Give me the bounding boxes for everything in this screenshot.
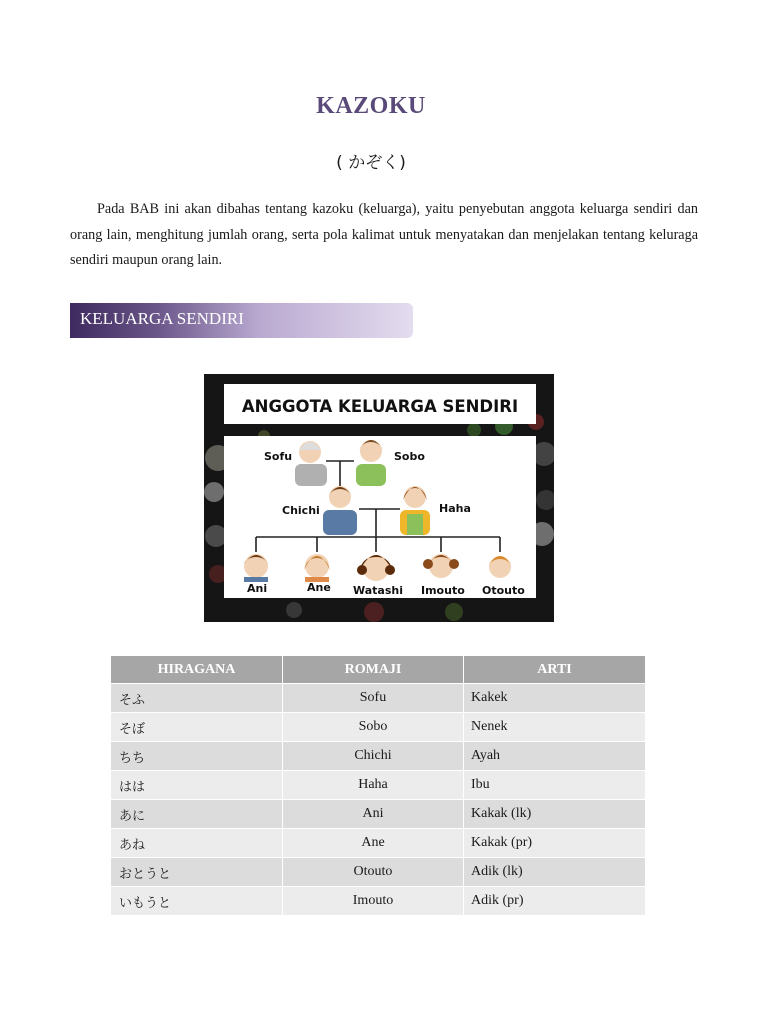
table-row (111, 684, 645, 713)
label-otouto: Otouto (482, 584, 525, 597)
figure-title: ANGGOTA KELUARGA SENDIRI (241, 397, 519, 416)
cell-hiragana: いもうと (111, 887, 283, 916)
table-row (111, 858, 645, 887)
vocabulary-table (111, 656, 645, 916)
cell-arti: Kakak (pr) (464, 829, 645, 858)
cell-romaji: Chichi (283, 742, 464, 771)
cell-romaji: Ani (283, 800, 464, 829)
section-heading: KELUARGA SENDIRI (80, 309, 244, 328)
cell-hiragana: そぼ (111, 713, 283, 742)
label-imouto: Imouto (421, 584, 465, 597)
table-row (111, 887, 645, 916)
label-ani: Ani (247, 582, 268, 595)
cell-romaji: Haha (283, 771, 464, 800)
cell-arti: Ayah (464, 742, 645, 771)
cell-romaji: Sofu (283, 684, 464, 713)
cell-romaji: Sobo (283, 713, 464, 742)
page-title: KAZOKU (316, 93, 426, 119)
cell-arti: Ibu (464, 771, 645, 800)
cell-hiragana: あに (111, 800, 283, 829)
table-header-row (111, 656, 645, 684)
header-hiragana: HIRAGANA (111, 656, 283, 684)
cell-hiragana: そふ (111, 684, 283, 713)
cell-arti: Nenek (464, 713, 645, 742)
cell-hiragana: あね (111, 829, 283, 858)
label-sofu: Sofu (264, 450, 293, 463)
table-row (111, 713, 645, 742)
cell-arti: Adik (pr) (464, 887, 645, 916)
header-romaji: ROMAJI (283, 656, 464, 684)
cell-hiragana: おとうと (111, 858, 283, 887)
cell-romaji: Otouto (283, 858, 464, 887)
ani-figure (244, 554, 268, 582)
ane-figure (304, 554, 330, 582)
header-arti: ARTI (464, 656, 645, 684)
cell-romaji: Ane (283, 829, 464, 858)
page-subtitle: ( かぞく) (336, 153, 406, 173)
otouto-figure (489, 556, 511, 578)
label-watashi: Watashi (353, 584, 403, 597)
label-haha: Haha (439, 502, 471, 515)
section-banner (70, 303, 413, 338)
label-chichi: Chichi (282, 504, 320, 517)
cell-arti: Adik (lk) (464, 858, 645, 887)
cell-arti: Kakak (lk) (464, 800, 645, 829)
family-tree-figure (204, 374, 554, 622)
cell-hiragana: はは (111, 771, 283, 800)
intro-paragraph: Pada BAB ini akan dibahas tentang kazoku (keluarga), yaitu penyebutan anggota keluarga sendiri dan orang lain, menghitung jumlah orang, serta pola kalimat untuk menyatakan dan menjelakan tentang keluraga sendiri maupun orang lain. (70, 201, 698, 268)
table-row (111, 829, 645, 858)
table-row (111, 800, 645, 829)
table-row (111, 742, 645, 771)
cell-hiragana: ちち (111, 742, 283, 771)
table-row (111, 771, 645, 800)
cell-romaji: Imouto (283, 887, 464, 916)
cell-arti: Kakek (464, 684, 645, 713)
label-ane: Ane (307, 581, 331, 594)
label-sobo: Sobo (394, 450, 425, 463)
